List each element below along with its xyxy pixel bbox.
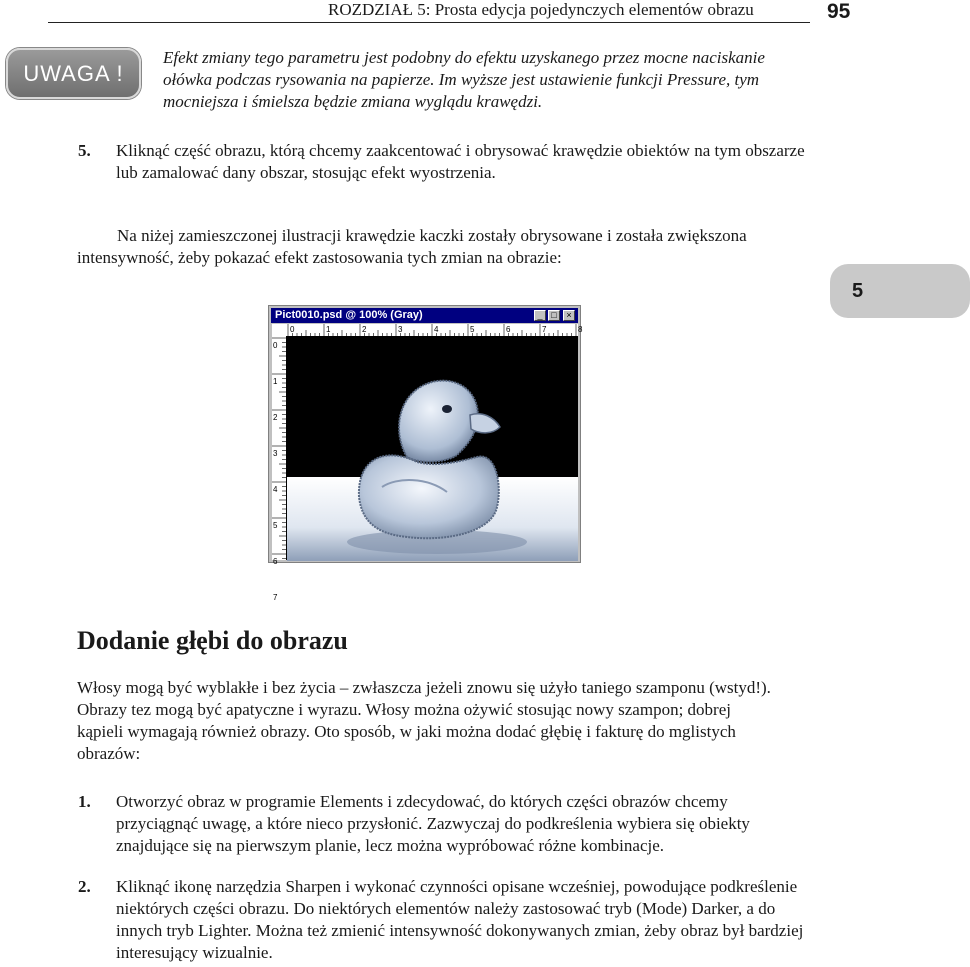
ruler-label: 4 [273, 485, 278, 494]
section-intro: Włosy mogą być wyblakłe i bez życia – zwłaszcza jeżeli znowu się użyło taniego szamponu (wstyd!). Obrazy tez mogą być apatyczne i wyrazu. Włosy można ożywić stosując nowy szampon; dobrej kąpieli wymagają również obrazy. Oto sposób, w jaki można dodać głębię i fakturę do mglistych obrazów: [77, 678, 771, 763]
step-text: Otworzyć obraz w programie Elements i zdecydować, do których części obrazów chcemy przyciągnąć uwagę, a które nieco przysłonić. Zazwyczaj do podkreślenia wybiera się obiekty znajdujące się na pierwszym planie, lecz można wypróbować różne kombinacje. [116, 792, 750, 855]
ruler-label: 3 [398, 325, 403, 334]
step-number: 2. [78, 877, 91, 896]
window-titlebar [271, 308, 578, 323]
ruler-label: 1 [273, 377, 278, 386]
page-number: 95 [827, 0, 851, 23]
ruler-label: 1 [326, 325, 331, 334]
ruler-label: 6 [273, 557, 278, 566]
note-text: Efekt zmiany tego parametru jest podobny do efektu uzyskanego przez mocne naciskanie ołówka podczas rysowania na papierze. Im wyższe jest ustawienie funkcji Pressure, tym mocniejsza i śmielsza będzie zmiana wyglądu krawędzi. [163, 48, 765, 111]
step-number: 5. [78, 141, 91, 160]
ruler-label: 7 [542, 325, 547, 334]
window-title: Pict0010.psd @ 100% (Gray) [275, 309, 423, 321]
close-icon: × [563, 310, 575, 321]
ruler-horizontal [272, 324, 583, 337]
minimize-icon: _ [534, 310, 546, 321]
ruler-label: 7 [273, 593, 278, 602]
step-text: Kliknąć ikonę narzędzia Sharpen i wykonać czynności opisane wcześniej, powodujące podkreślenie niektórych części obrazu. Do niektórych elementów należy zastosować tryb (Mode) Darker, a do innych tryb Lighter. Można też zmienić intensywność dokonywanych zmian, żeby obraz był bardziej interesujący wizualnie. [116, 877, 804, 962]
ruler-label: 2 [362, 325, 367, 334]
ruler-label: 6 [506, 325, 511, 334]
duck-image [287, 337, 578, 561]
image-window-screenshot [268, 305, 583, 602]
ruler-label: 3 [273, 449, 278, 458]
ruler-label: 5 [273, 521, 278, 530]
header-rule [48, 22, 810, 23]
ruler-label: 2 [273, 413, 278, 422]
step-text: Kliknąć część obrazu, którą chcemy zaakcentować i obrysować krawędzie obiektów na tym obszarze lub zamalować dany obszar, stosując efekt wyostrzenia. [116, 141, 805, 182]
chapter-tab: 5 [830, 264, 970, 318]
ruler-vertical [272, 336, 287, 602]
ruler-label: 0 [273, 341, 278, 350]
illustration-intro: Na niżej zamieszczonej ilustracji krawędzie kaczki zostały obrysowane i została zwiększona intensywność, żeby pokazać efekt zastosowania tych zmian na obrazie: [77, 226, 747, 267]
ruler-label: 0 [290, 325, 295, 334]
running-header: ROZDZIAŁ 5: Prosta edycja pojedynczych elementów obrazu [328, 0, 754, 19]
ruler-label: 8 [578, 325, 583, 334]
step-number: 1. [78, 792, 91, 811]
ruler-label: 5 [470, 325, 475, 334]
ruler-label: 4 [434, 325, 439, 334]
maximize-icon: □ [548, 310, 560, 321]
section-heading: Dodanie głębi do obrazu [77, 626, 348, 655]
warning-badge: UWAGA ! [6, 48, 141, 99]
